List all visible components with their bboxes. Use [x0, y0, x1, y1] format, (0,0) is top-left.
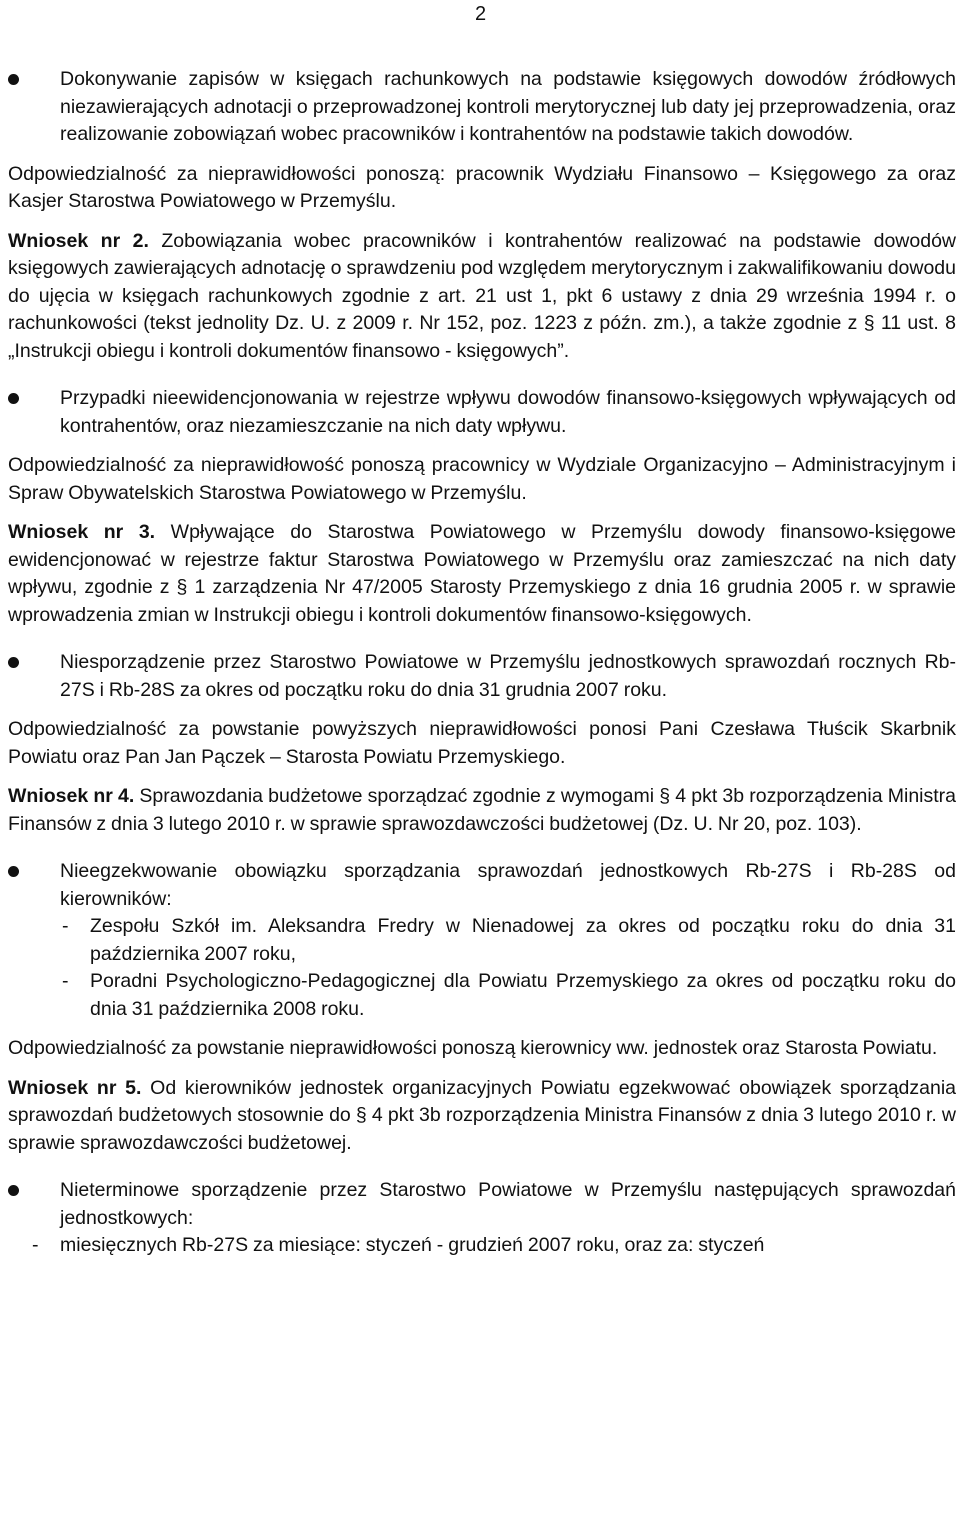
bullet-icon [8, 1185, 19, 1196]
conclusion-label: Wniosek nr 4. [8, 785, 135, 807]
unit-list [8, 913, 956, 1023]
bullet-icon [8, 657, 19, 668]
conclusion [8, 1075, 956, 1158]
bullet-icon [8, 866, 19, 877]
conclusion [8, 783, 956, 838]
finding-text: Dokonywanie zapisów w księgach rachunkowych na podstawie księgowych dowodów źródłowych niezawierających adnotacji o przeprowadzonej kontroli merytorycznej lub daty jej przeprowadzenia, oraz realizowanie zobowiązań wobec pracowników i kontrahentów na podstawie takich dowodów. [60, 68, 956, 145]
list-item-text: Zespołu Szkół im. Aleksandra Fredry w Nienadowej za okres od początku roku do dnia 31 października 2007 roku, [90, 915, 956, 965]
page-number: 2 [475, 3, 487, 25]
dash-marker: - [62, 970, 69, 992]
report-list [8, 1232, 956, 1260]
conclusion [8, 519, 956, 629]
responsibility-text: Odpowiedzialność za powstanie nieprawidłowości ponoszą kierownicy ww. jednostek oraz Starosta Powiatu. [8, 1037, 938, 1059]
finding-bullet [8, 385, 956, 440]
dash-marker: - [32, 1234, 39, 1256]
conclusion-label: Wniosek nr 5. [8, 1076, 142, 1099]
bullet-icon [8, 393, 19, 404]
responsibility-text: Odpowiedzialność za powstanie powyższych nieprawidłowości ponosi Pani Czesława Tłuścik Skarbnik Powiatu oraz Pan Jan Pączek – Starosta Powiatu Przemyskiego. [8, 718, 956, 768]
finding-bullet [8, 858, 956, 913]
document-body [8, 66, 956, 1260]
list-item-text: Poradni Psychologiczno-Pedagogicznej dla Powiatu Przemyskiego za okres od początku roku do dnia 31 października 2008 roku. [90, 970, 956, 1020]
conclusion-text: Wpływające do Starostwa Powiatowego w Przemyślu dowody finansowo-księgowe ewidencjonować w rejestrze faktur Starostwa Powiatowego w Przemyślu oraz zamieszczać na nich daty wpływu, zgodnie z § 1 zarządzenia Nr 47/2005 Starosty Przemyskiego z dnia 16 grudnia 2005 r. w sprawie wprowadzenia zmian w Instrukcji obiegu i kontroli dokumentów finansowo-księgowych. [8, 521, 956, 626]
conclusion-label: Wniosek nr 2. [8, 229, 149, 252]
responsibility-text: Odpowiedzialność za nieprawidłowości ponoszą: pracownik Wydziału Finansowo – Księgowego za oraz Kasjer Starostwa Powiatowego w Przemyślu. [8, 162, 956, 212]
conclusion-text: Sprawozdania budżetowe sporządzać zgodnie z wymogami § 4 pkt 3b rozporządzenia Ministra Finansów z dnia 3 lutego 2010 r. w sprawie sprawozdawczości budżetowej (Dz. U. Nr 20, poz. 103). [8, 785, 957, 835]
conclusion-text: Zobowiązania wobec pracowników i kontrahentów realizować na podstawie dowodów księgowych zawierających adnotację o sprawdzeniu pod względem merytorycznym i zakwalifikowaniu dowodu do ujęcia w księgach rachunkowych zgodnie z art. 21 ust 1, pkt 6 ustawy z dnia 29 września 1994 r. o rachunkowości (tekst jednolity Dz. U. z 2009 r. Nr 152, poz. 1223 z późn. zm.), a także zgodnie z § 11 ust. 8 „Instrukcji obiegu i kontroli dokumentów finansowo - księgowych”. [8, 229, 956, 362]
finding-text: Niesporządzenie przez Starostwo Powiatowe w Przemyślu jednostkowych sprawozdań rocznych Rb-27S i Rb-28S za okres od początku roku do dnia 31 grudnia 2007 roku. [60, 651, 956, 701]
conclusion-label: Wniosek nr 3. [8, 521, 156, 543]
list-item [60, 968, 956, 1023]
bullet-icon [8, 74, 19, 85]
conclusion [8, 228, 956, 366]
responsibility-text: Odpowiedzialność za nieprawidłowość ponoszą pracownicy w Wydziale Organizacyjno – Administracyjnym i Spraw Obywatelskich Starostwa Powiatowego w Przemyślu. [8, 454, 956, 504]
finding-bullet [8, 1177, 956, 1232]
dash-marker: - [62, 915, 69, 937]
finding-text: Przypadki nieewidencjonowania w rejestrze wpływu dowodów finansowo-księgowych wpływających od kontrahentów, oraz niezamieszczanie na nich daty wpływu. [60, 387, 956, 437]
finding-bullet [8, 66, 956, 149]
list-item [30, 1232, 956, 1260]
list-item-text: miesięcznych Rb-27S za miesiące: styczeń - grudzień 2007 roku, oraz za: styczeń [60, 1234, 765, 1256]
finding-bullet [8, 649, 956, 704]
list-item [60, 913, 956, 968]
finding-text: Nieegzekwowanie obowiązku sporządzania sprawozdań jednostkowych Rb-27S i Rb-28S od kierowników: [60, 860, 956, 910]
finding-text: Nieterminowe sporządzenie przez Starostwo Powiatowe w Przemyślu następujących sprawozdań jednostkowych: [60, 1179, 956, 1229]
conclusion-text: Od kierowników jednostek organizacyjnych Powiatu egzekwować obowiązek sporządzania sprawozdań budżetowych stosownie do § 4 pkt 3b rozporządzenia Ministra Finansów z dnia 3 lutego 2010 r. w sprawie sprawozdawczości budżetowej. [8, 1076, 957, 1154]
